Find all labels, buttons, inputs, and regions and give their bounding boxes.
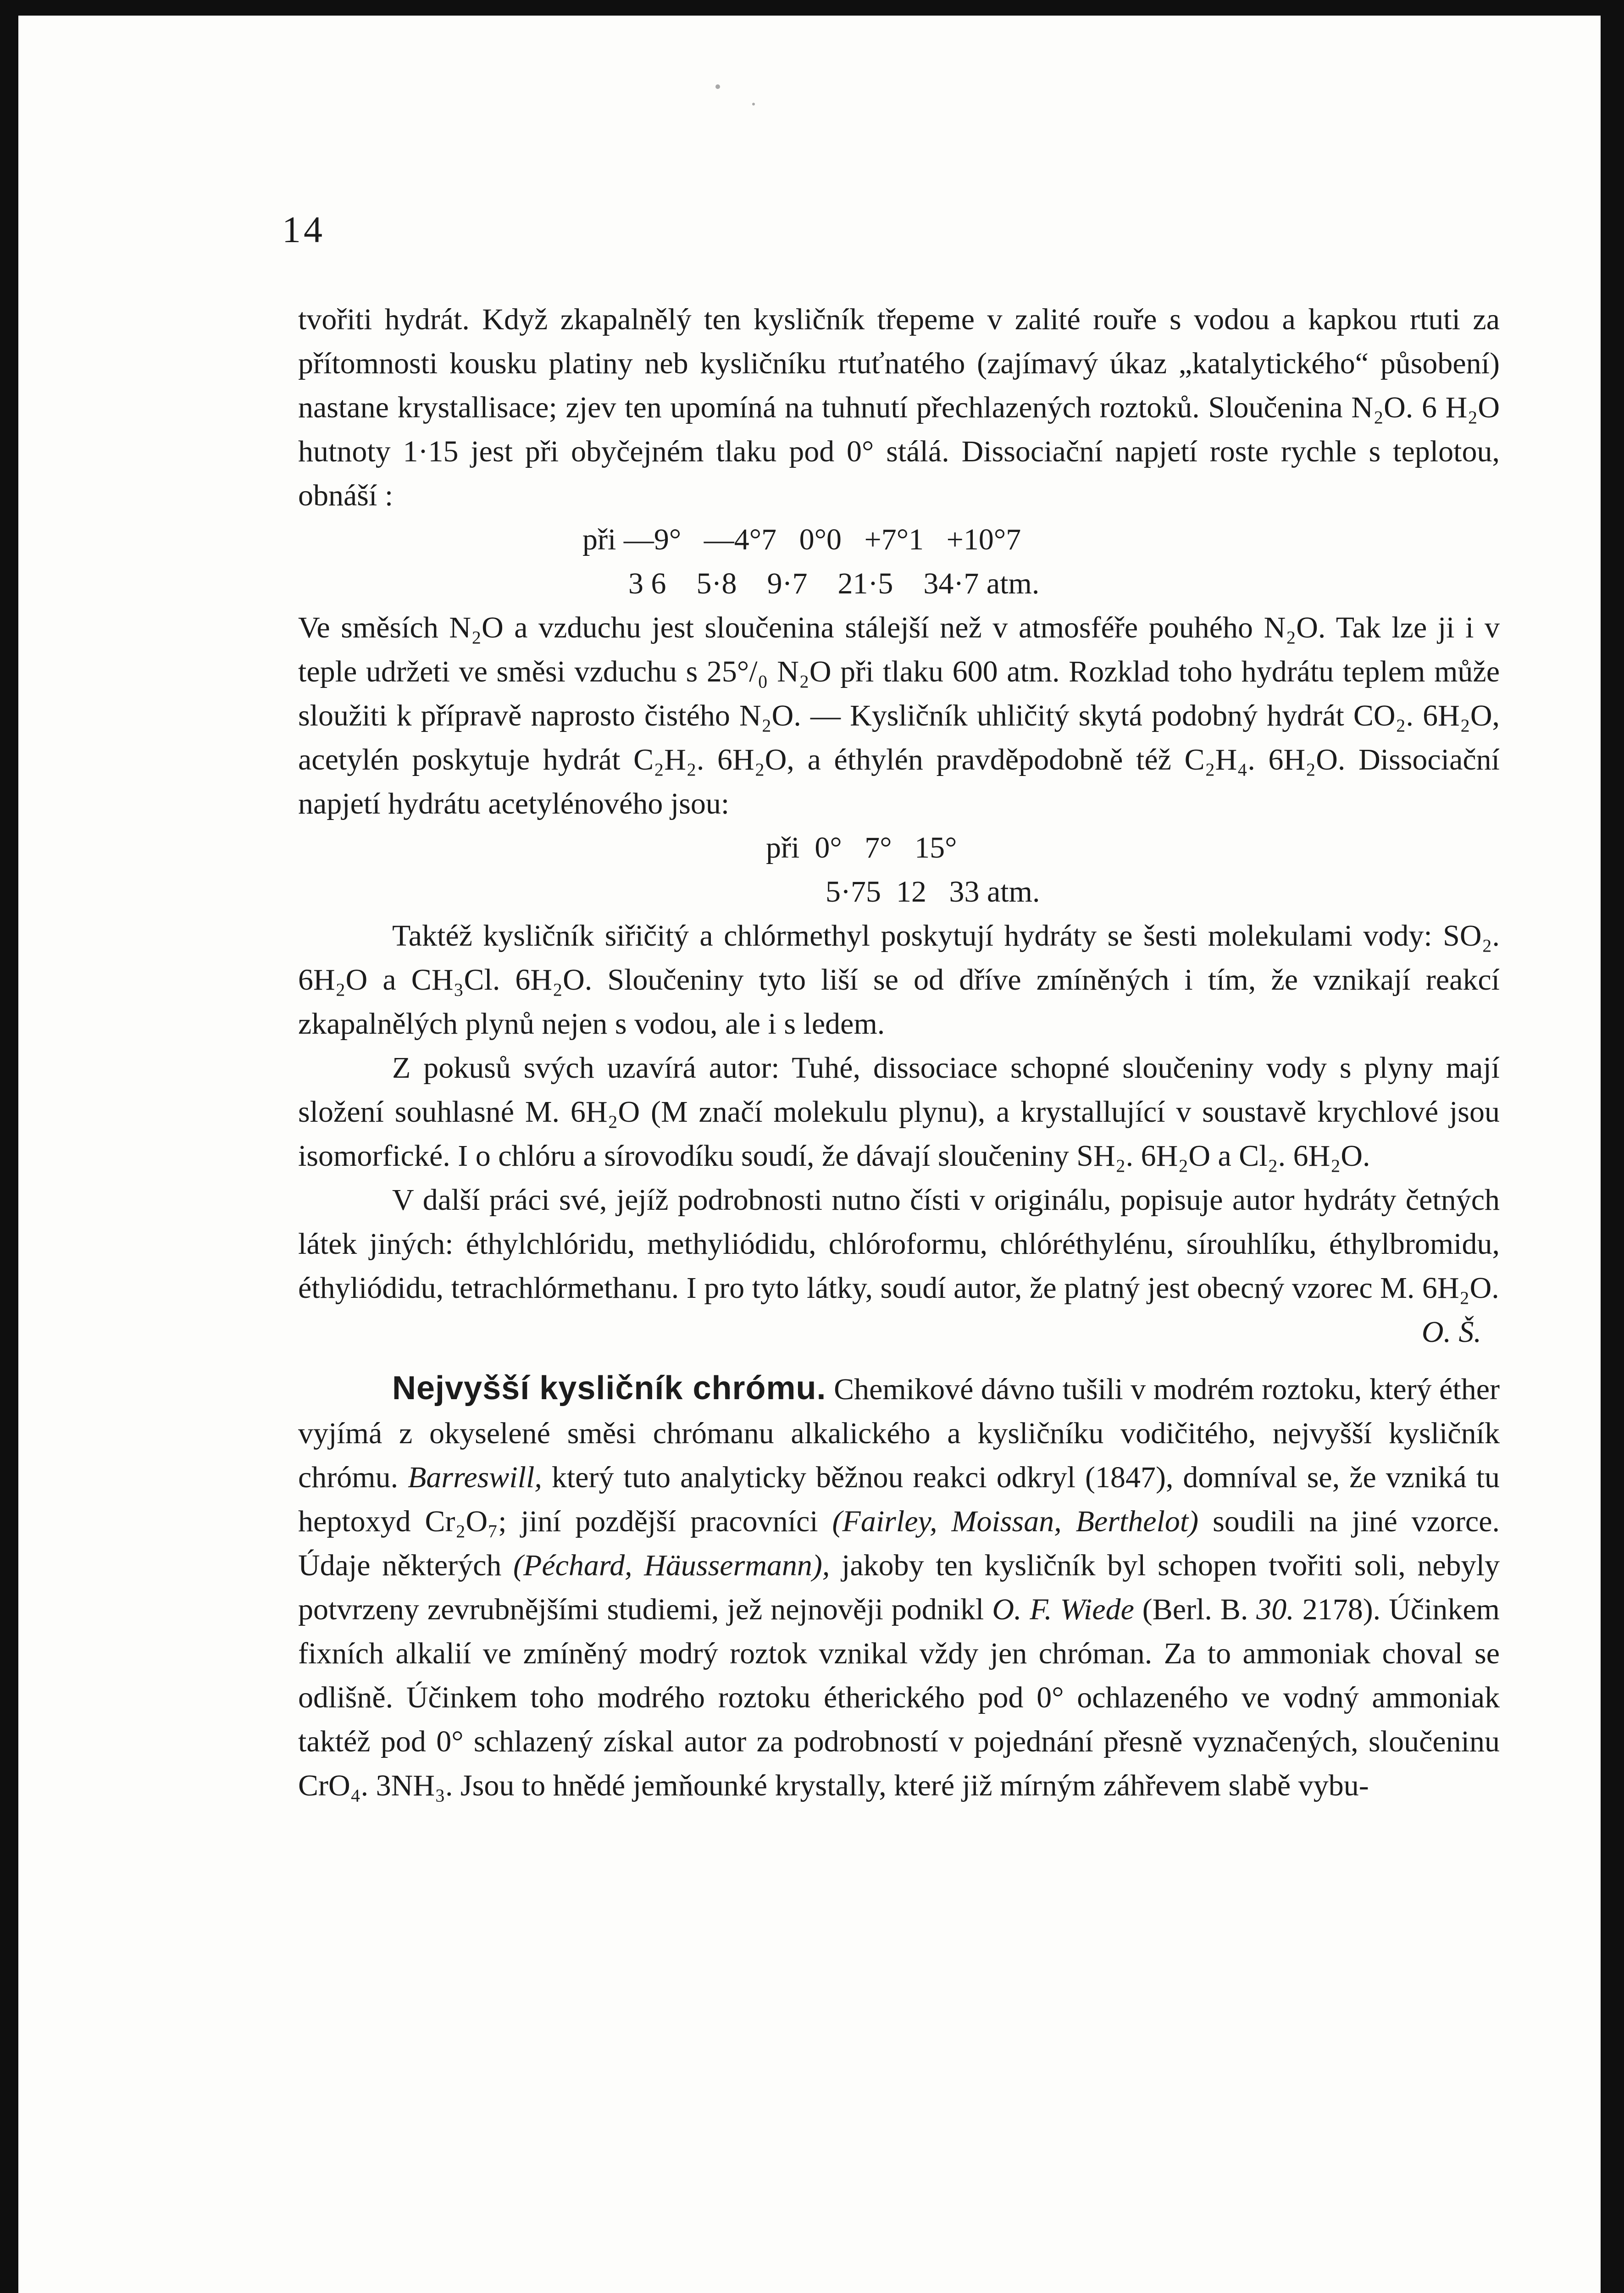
document-page [18,16,1601,2293]
page-number: 14 [282,209,325,250]
paragraph: V další práci své, jejíž podrobnosti nutno čísti v originálu, popisuje autor hydráty četných látek jiných: éthylchlóridu, methyliódidu, chlóroformu, chlóréthylénu, sírouhlíku, éthylbromidu, éthyliódidu, tetrachlórmethanu. I pro tyto látky, soudí autor, že platný jest obecný vzorec M. 6H₂O. [298,1183,1500,1305]
citation: (Berl. B. [1142,1593,1248,1626]
spacer [298,1354,1500,1366]
text-run: Chemikové dávno tušili v modrém roztoku, který éther vyjímá z okyselené směsi chrómanu alkalického a kysličníku vodičitého, nejvyšší kysličník chrómu. [298,1373,1500,1494]
cited-authors: (Péchard, Häussermann), [513,1549,830,1582]
body-text [298,298,1500,1808]
citation: 2178). [1302,1593,1381,1626]
scan-speck [752,103,755,105]
text-run: Účinkem fixních alkalií ve zmíněný modrý roztok vznikal vždy jen chróman. Za to ammoniak choval se odlišně. Účinkem toho modrého roztoku étherického pod 0° ochlazeného ve vodný ammoniak taktéž pod 0° schlazený získal autor za podrobností v pojednání přesně vyznačených, sloučeninu CrO₄. 3NH₃. Jsou to hnědé jemňounké krystally, které již mírným záhřevem slabě vybu- [298,1593,1500,1802]
cited-author: O. F. Wiede [992,1593,1134,1626]
paragraph: tvořiti hydrát. Když zkapalnělý ten kysličník třepeme v zalité rouře s vodou a kapkou rtuti za přítomnosti kousku platiny neb kysličníku rtuťnatého (zajímavý úkaz „katalytického“ působení) nastane krystallisace; zjev ten upomíná na tuhnutí přechlazených roztoků. Sloučenina N₂O. 6 H₂O hutnoty 1·15 jest při obyčejném tlaku pod 0° stálá. Dissociační napjetí roste rychle s teplotou, obnáší : [298,303,1500,512]
section-heading: Nejvyšší kysličník chrómu. [392,1370,826,1407]
table-row-pressures: 5·75 12 33 atm. [826,875,1040,908]
table-row-temperatures: při —9° —4°7 0°0 +7°1 +10°7 [582,523,1021,556]
table-row-pressures: 3 6 5·8 9·7 21·5 34·7 atm. [628,567,1040,600]
paragraph: Taktéž kysličník siřičitý a chlórmethyl poskytují hydráty se šesti molekulami vody: SO₂. 6H₂O a CH₃Cl. 6H₂O. Sloučeniny tyto liší se od dříve zmíněných i tím, že vznikají reakcí zkapalnělých plynů nejen s vodou, ale i s ledem. [298,919,1500,1041]
cited-authors: (Fairley, Moissan, Berthelot) [832,1505,1199,1538]
text-run: soudili na jiné vzorce. Údaje některých [298,1505,1500,1582]
section-paragraph [298,1366,1500,1808]
scan-speck [715,84,720,89]
paragraph: Z pokusů svých uzavírá autor: Tuhé, dissociace schopné sloučeniny vody s plyny mají složení souhlasné M. 6H₂O (M značí molekulu plynu), a krystallující v soustavě krychlové jsou isomorfické. I o chlóru a sírovodíku soudí, že dávají sloučeniny SH₂. 6H₂O a Cl₂. 6H₂O. [298,1051,1500,1173]
cited-author: Barreswill, [408,1461,542,1494]
paragraph: Ve směsích N₂O a vzduchu jest sloučenina stálejší než v atmosféře pouhého N₂O. Tak lze ji i v teple udržeti ve směsi vzduchu s 25°/₀ N₂O při tlaku 600 atm. Rozklad toho hydrátu teplem může sloužiti k přípravě naprosto čistého N₂O. — Kysličník uhličitý skytá podobný hydrát CO₂. 6H₂O, acetylén poskytuje hydrát C₂H₂. 6H₂O, a éthylén pravděpodobně též C₂H₄. 6H₂O. Dissociační napjetí hydrátu acetylénového jsou: [298,611,1500,820]
author-initials: O. Š. [1421,1315,1481,1349]
text-run: který tuto analyticky běžnou reakci odkryl (1847), domníval se, že vzniká tu heptoxyd Cr₂O₇; jiní pozdější pracovníci [298,1461,1500,1538]
text-run: jakoby ten kysličník byl schopen tvořiti soli, nebyly potvrzeny zevrubnějšími studiemi, jež nejnověji podnikl [298,1549,1500,1626]
table-row-temperatures: při 0° 7° 15° [766,831,957,864]
citation-volume: 30. [1256,1593,1294,1626]
